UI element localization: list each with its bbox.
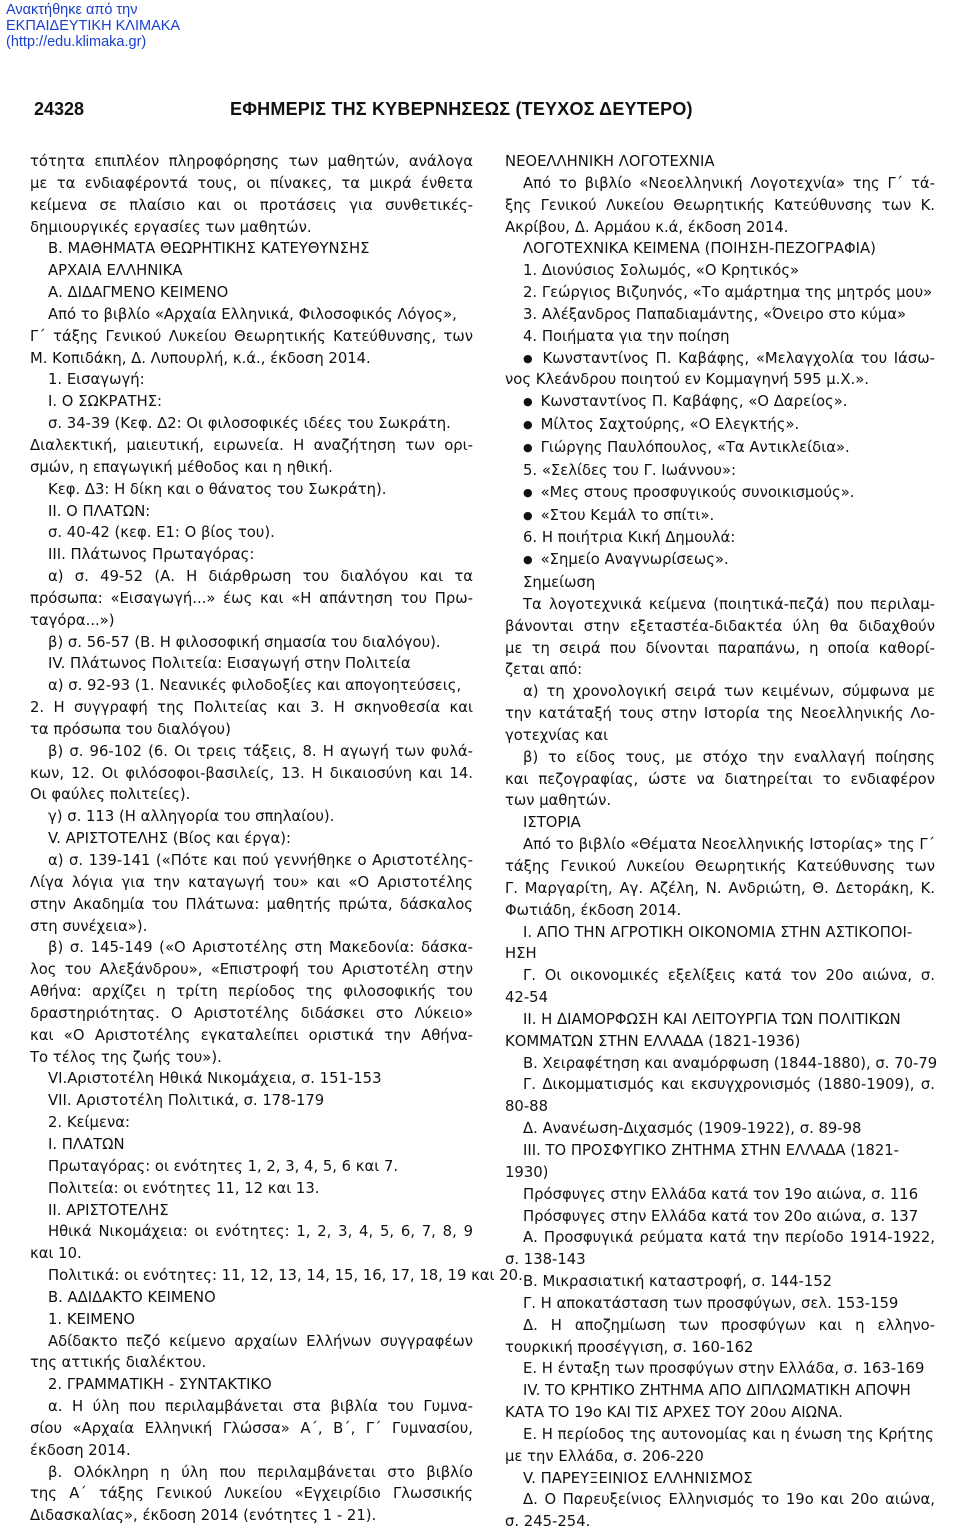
text-line: δημιουργικές εργασίες των μαθητών. — [30, 218, 312, 236]
text-line: IV. Πλάτωνος Πολιτεία: Εισαγωγή στην Πολιτεία — [48, 655, 411, 673]
watermark-line-2: ΕΚΠΑΙΔΕΥΤΙΚΗ ΚΛΙΜΑΚΑ — [6, 18, 181, 34]
text-line: ΗΣΗ — [505, 945, 537, 963]
text-line: ΝΕΟΕΛΛΗΝΙΚΗ ΛΟΓΟΤΕΧΝΙΑ — [505, 153, 715, 170]
text-line: α) σ. 49-52 (Α. Η διάρθρωση του διαλόγου και τα — [48, 568, 473, 586]
text-line: Γ. Μαργαρίτη, Αγ. Αζέλη, Ν. Ανδριώτη, Θ. Δετοράκη, Κ. — [505, 879, 935, 897]
text-line: Δ. Ο Παρευξείνιος Ελληνισμός το 19ο και 20ο αιώνα, — [523, 1491, 935, 1509]
text-line: ΙΣΤΟΡΙΑ — [523, 814, 581, 832]
text-line: βάνονται στην εξεταστέα-διδακτέα ύλη θα διδαχθούν — [505, 617, 935, 635]
text-line: Δ. Η αποζημίωση των προσφύγων και η ελληνο- — [523, 1316, 935, 1334]
text-line: λος του Αλεξάνδρου», «Επιστροφή του Αριστοτέλη στην — [30, 961, 473, 979]
text-line: Δ. Ανανέωση-Διχασμός (1909-1922), σ. 89-98 — [523, 1120, 862, 1138]
text-line: Πολιτεία: οι ενότητες 11, 12 και 13. — [48, 1179, 320, 1197]
text-line: ζεται από: — [505, 661, 583, 679]
text-line: Α. Προσφυγικά ρεύματα κατά την περίοδο 1914-1922, — [523, 1229, 935, 1247]
text-line: ● Γιώργης Παυλόπουλος, «Τα Αντικλείδια». — [505, 437, 935, 460]
text-line: Φωτιάδη, έκδοση 2014. — [505, 901, 682, 919]
text-line: Ε. Η ένταξη των προσφύγων στην Ελλάδα, σ. 163-169 — [523, 1360, 925, 1378]
text-line: α) σ. 92-93 (1. Νεανικές φιλοδοξίες και απογοητεύσεις, — [48, 677, 462, 695]
text-line: 6. Η ποιήτρια Κική Δημουλά: — [523, 529, 736, 547]
text-line: ΚΟΜΜΑΤΩΝ ΣΤΗΝ ΕΛΛΑΔΑ (1821-1936) — [505, 1032, 801, 1050]
text-line: Ι. ΑΠΟ ΤΗΝ ΑΓΡΟΤΙΚΗ ΟΙΚΟΝΟΜΙΑ ΣΤΗΝ ΑΣΤΙΚΟΠΟΙ- — [523, 923, 913, 941]
text-line: πρόσωπα: «Εισαγωγή...» έως και «Η απάντηση του Πρω- — [30, 589, 473, 607]
text-line: 2. Η συγγραφή της Πολιτείας και 3. Η σκηνοθεσία και — [30, 699, 473, 717]
text-line: β) το είδος τους, με στόχο την εναλλαγή ποίησης — [523, 748, 935, 766]
text-line: Πρωταγόρας: οι ενότητες 1, 2, 3, 4, 5, 6 και 7. — [48, 1157, 399, 1175]
text-line: έκδοση 2014. — [30, 1441, 131, 1459]
text-line: σίου «Αρχαία Ελληνική Γλώσσα» Α΄, Β΄, Γ΄ Γυμνασίου, — [30, 1419, 473, 1437]
text-line: την κατάταξή τους στην Ιστορία της Νεοελληνικής Λο- — [505, 705, 935, 723]
text-line: και 10. — [30, 1245, 82, 1263]
text-line: της αττικής διαλέκτου. — [30, 1354, 207, 1372]
text-line: ● «Στου Κεμάλ το σπίτι». — [505, 505, 935, 528]
text-line: ΙΙ. Ο ΠΛΑΤΩΝ: — [48, 502, 151, 520]
text-line: νος Κλεάνδρου ποιητού εν Κομμαγηνή 595 μ.Χ.». — [505, 371, 869, 389]
text-line: γ) σ. 113 (Η αλληγορία του σπηλαίου). — [48, 808, 335, 826]
text-line: 4. Ποιήματα για την ποίηση — [523, 327, 730, 345]
right-column — [505, 151, 938, 1533]
text-line: 1930) — [505, 1163, 549, 1181]
text-line: σ. 34-39 (Κεφ. Δ2: Οι φιλοσοφικές ιδέες του Σωκράτη. — [48, 415, 451, 433]
text-line: δραστηριότητας. Ο Αριστοτέλης διδάσκει στο Λύκειο» — [30, 1004, 473, 1022]
text-line: Λίγα λόγια για την καταγωγή του» και «Ο Αριστοτέλης — [30, 873, 473, 891]
text-line: Οι φαύλες πολιτείες). — [30, 786, 191, 804]
text-line: τότητα επιπλέον πληροφόρησης των μαθητών, ανάλογα — [30, 153, 473, 170]
text-line: 42-54 — [505, 989, 548, 1007]
text-line: ΙΙ. Η ΔΙΑΜΟΡΦΩΣΗ ΚΑΙ ΛΕΙΤΟΥΡΓΙΑ ΤΩΝ ΠΟΛΙΤΙΚΩΝ — [523, 1010, 901, 1028]
text-line: IV. ΤΟ ΚΡΗΤΙΚΟ ΖΗΤΗΜΑ ΑΠΟ ΔΙΠΛΩΜΑΤΙΚΗ ΑΠΟΨΗ — [523, 1382, 911, 1400]
text-line: Πολιτικά: οι ενότητες: 11, 12, 13, 14, 15, 16, 17, 18, 19 και 20. — [48, 1267, 523, 1285]
text-line: της Α΄ τάξης Γενικού Λυκείου «Εγχειρίδιο Γλωσσικής — [30, 1485, 473, 1503]
text-line: ξης Γενικού Λυκείου Θεωρητικής Κατεύθυνσης των Κ. — [505, 196, 935, 214]
text-line: τάξης Γενικού Λυκείου Θεωρητικής Κατεύθυνσης των — [505, 858, 935, 875]
text-line: Κεφ. Δ3: Η δίκη και ο θάνατος του Σωκράτη). — [48, 480, 387, 498]
text-line: κων, 12. Οι φιλόσοφοι-βασιλείς, 13. Η δικαιοσύνη και 14. — [30, 764, 473, 782]
text-line: ταγόρα...») — [30, 611, 115, 629]
text-line: τουρκική προσέγγιση, σ. 160-162 — [505, 1338, 754, 1356]
text-line: σ. 40-42 (κεφ. Ε1: Ο βίος του). — [48, 524, 275, 542]
text-line: 1. Διονύσιος Σολωμός, «Ο Κρητικός» — [523, 262, 800, 280]
page-title: ΕΦΗΜΕΡΙΣ ΤΗΣ ΚΥΒΕΡΝΗΣΕΩΣ (ΤΕΥΧΟΣ ΔΕΥΤΕΡΟ) — [230, 99, 693, 119]
text-line: Β. Χειραφέτηση και αναμόρφωση (1844-1880), σ. 70-79 — [523, 1054, 938, 1072]
text-line: ΙΙΙ. ΤΟ ΠΡΟΣΦΥΓΙΚΟ ΖΗΤΗΜΑ ΣΤΗΝ ΕΛΛΑΔΑ (1821- — [523, 1141, 900, 1159]
text-line: Α. ΔΙΔΑΓΜΕΝΟ ΚΕΙΜΕΝΟ — [48, 284, 229, 302]
watermark — [6, 2, 180, 50]
text-line: ● Κωνσταντίνος Π. Καβάφης, «Μελαγχολία του Ιάσω- — [505, 348, 935, 370]
text-line: β) σ. 96-102 (6. Οι τρεις τάξεις, 8. Η αγωγή των φυλά- — [48, 742, 473, 760]
text-line: β) σ. 56-57 (Β. Η φιλοσοφική σημασία του διαλόγου). — [48, 633, 441, 651]
text-line: των μαθητών. — [505, 792, 612, 810]
text-line: ● Μίλτος Σαχτούρης, «Ο Ελεγκτής». — [505, 414, 935, 437]
text-line: 1. ΚΕΙΜΕΝΟ — [48, 1310, 136, 1328]
text-line: Ε. Η περίοδος της αυτονομίας και η ένωση της Κρήτης — [523, 1425, 934, 1443]
text-line: Ι. Ο ΣΩΚΡΑΤΗΣ: — [48, 393, 163, 411]
text-line: ΛΟΓΟΤΕΧΝΙΚΑ ΚΕΙΜΕΝΑ (ΠΟΙΗΣΗ-ΠΕΖΟΓΡΑΦΙΑ) — [523, 240, 876, 258]
text-line: Σημείωση — [523, 574, 596, 592]
left-column — [30, 151, 523, 1527]
text-line: με την Ελλάδα, σ. 206-220 — [505, 1447, 704, 1465]
text-line: α. Η ύλη που περιλαμβάνεται στα βιβλία του Γυμνα- — [48, 1398, 473, 1416]
text-line: με τα ενδιαφέροντά τους, οι πίνακες, τα μικρά ένθετα — [30, 174, 473, 192]
text-line: 2. ΓΡΑΜΜΑΤΙΚΗ - ΣΥΝΤΑΚΤΙΚΟ — [48, 1376, 272, 1394]
text-line: Από το βιβλίο «Νεοελληνική Λογοτεχνία» της Γ΄ τά- — [523, 174, 935, 192]
text-line: με τη σειρά που δίνονται παραπάνω, η οποία καθορί- — [505, 639, 935, 657]
text-line: Γ. Οι οικονομικές εξελίξεις κατά τον 20ο αιώνα, σ. — [523, 967, 935, 985]
text-line: κείμενα σε πλαίσιο και οι προτάσεις για συνθετικές- — [30, 196, 473, 214]
text-line: Β. Μικρασιατική καταστροφή, σ. 144-152 — [523, 1273, 833, 1291]
text-line: Ι. ΠΛΑΤΩΝ — [48, 1135, 125, 1153]
text-line: 5. «Σελίδες του Γ. Ιωάννου»: — [523, 461, 736, 479]
text-line: α) τη χρονολογική σειρά των κειμένων, σύμφωνα με — [523, 683, 935, 701]
text-line: 3. Αλέξανδρος Παπαδιαμάντης, «Όνειρο στο κύμα» — [523, 305, 907, 323]
text-line: σμών, η επαγωγική μέθοδος και η ηθική. — [30, 458, 333, 476]
text-line: 2. Κείμενα: — [48, 1114, 130, 1132]
text-line: Γ. Δικομματισμός και εκσυγχρονισμός (1880-1909), σ. — [523, 1076, 935, 1094]
text-line: Τα λογοτεχνικά κείμενα (ποιητικά-πεζά) που περιλαμ- — [523, 595, 935, 613]
text-line: V. ΑΡΙΣΤΟΤΕΛΗΣ (Βίος και έργα): — [48, 830, 291, 848]
text-line: Γ΄ τάξης Γενικού Λυκείου Θεωρητικής Κατεύθυνσης, των — [30, 327, 473, 345]
text-line: τα πρόσωπα του διαλόγου) — [30, 720, 231, 738]
text-line: Μ. Κοπιδάκη, Δ. Λυπουρλή, κ.ά., έκδοση 2014. — [30, 349, 371, 367]
text-line: σ. 245-254. — [505, 1513, 591, 1531]
text-line: β. Ολόκληρη η ύλη που περιλαμβάνεται στο βιβλίο — [48, 1463, 473, 1481]
text-line: Από το βιβλίο «Αρχαία Ελληνικά, Φιλοσοφικός Λόγος», — [48, 305, 457, 323]
text-line: 1. Εισαγωγή: — [48, 371, 145, 389]
text-line: V. ΠΑΡΕΥΞΕΙΝΙΟΣ ΕΛΛΗΝΙΣΜΟΣ — [523, 1469, 753, 1487]
text-line: ● «Σημείο Αναγνωρίσεως». — [505, 549, 935, 572]
text-line: στην Ακαδημία του Πλάτωνα: μαθητής πρώτα, δάσκαλος — [30, 895, 473, 913]
text-line: ΑΡΧΑΙΑ ΕΛΛΗΝΙΚΑ — [48, 262, 183, 280]
text-line: Πρόσφυγες στην Ελλάδα κατά τον 20ο αιώνα, σ. 137 — [523, 1207, 919, 1225]
text-line: Αδίδακτο πεζό κείμενο αρχαίων Ελλήνων συγγραφέων — [48, 1332, 473, 1350]
text-line: 80-88 — [505, 1098, 548, 1116]
text-line: Ακρίβου, Δ. Αρμάου κ.ά, έκδοση 2014. — [505, 218, 789, 236]
text-line: VII. Αριστοτέλη Πολιτικά, σ. 178-179 — [48, 1092, 325, 1110]
page-number: 24328 — [34, 99, 85, 119]
text-line: Διαλεκτική, μαιευτική, ειρωνεία. Η αναζήτηση των ορι- — [30, 436, 473, 454]
text-line: ΙΙΙ. Πλάτωνος Πρωταγόρας: — [48, 546, 255, 564]
text-line: σ. 138-143 — [505, 1251, 586, 1269]
text-line: VI.Αριστοτέλη Ηθικά Νικομάχεια, σ. 151-153 — [48, 1070, 382, 1088]
text-line: Πρόσφυγες στην Ελλάδα κατά τον 19ο αιώνα, σ. 116 — [523, 1185, 919, 1203]
text-line: β) σ. 145-149 («Ο Αριστοτέλης στη Μακεδονία: δάσκα- — [48, 939, 473, 957]
watermark-line-1: Ανακτήθηκε από την — [6, 2, 138, 18]
text-line: ΚΑΤΑ ΤΟ 19ο ΚΑΙ ΤΙΣ ΑΡΧΕΣ ΤΟΥ 20ου ΑΙΩΝΑ. — [505, 1404, 843, 1422]
text-line: ΙΙ. ΑΡΙΣΤΟΤΕΛΗΣ — [48, 1201, 169, 1219]
text-line: α) σ. 139-141 («Πότε και πού γεννήθηκε ο Αριστοτέλης- — [48, 852, 473, 869]
text-line: γοτεχνίας και — [505, 726, 609, 744]
text-line: και πεζογραφίας, ώστε να διατηρείται το ενδιαφέρον — [505, 770, 935, 788]
text-line: Β. ΑΔΙΔΑΚΤΟ ΚΕΙΜΕΝΟ — [48, 1288, 216, 1306]
text-line: Β. ΜΑΘΗΜΑΤΑ ΘΕΩΡΗΤΙΚΗΣ ΚΑΤΕΥΘΥΝΣΗΣ — [48, 240, 370, 258]
text-line: Από το βιβλίο «Θέματα Νεοελληνικής Ιστορίας» της Γ΄ — [523, 836, 935, 854]
text-line: Διδασκαλίας», έκδοση 2014 (ενότητες 1 - 21). — [30, 1507, 377, 1525]
text-line: Ηθικά Νικομάχεια: οι ενότητες: 1, 2, 3, 4, 5, 6, 7, 8, 9 — [48, 1223, 473, 1241]
text-line: στη συνέχεια»). — [30, 917, 148, 935]
text-line: ● «Μες στους προσφυγικούς συνοικισμούς». — [505, 482, 935, 505]
text-line: Αθήνα: αρχίζει η τρίτη περίοδος της φιλοσοφικής του — [30, 983, 473, 1001]
text-line: ● Κωνσταντίνος Π. Καβάφης, «Ο Δαρείος». — [505, 391, 935, 414]
text-line: Το τέλος της ζωής του»). — [30, 1048, 222, 1066]
text-line: 2. Γεώργιος Βιζυηνός, «Το αμάρτημα της μητρός μου» — [523, 284, 933, 302]
text-line: Γ. Η αποκατάσταση των προσφύγων, σελ. 153-159 — [523, 1294, 899, 1312]
watermark-line-3: (http://edu.klimaka.gr) — [6, 34, 147, 50]
text-line: και «Ο Αριστοτέλης εγκαταλείπει οριστικά την Αθήνα- — [30, 1026, 473, 1044]
